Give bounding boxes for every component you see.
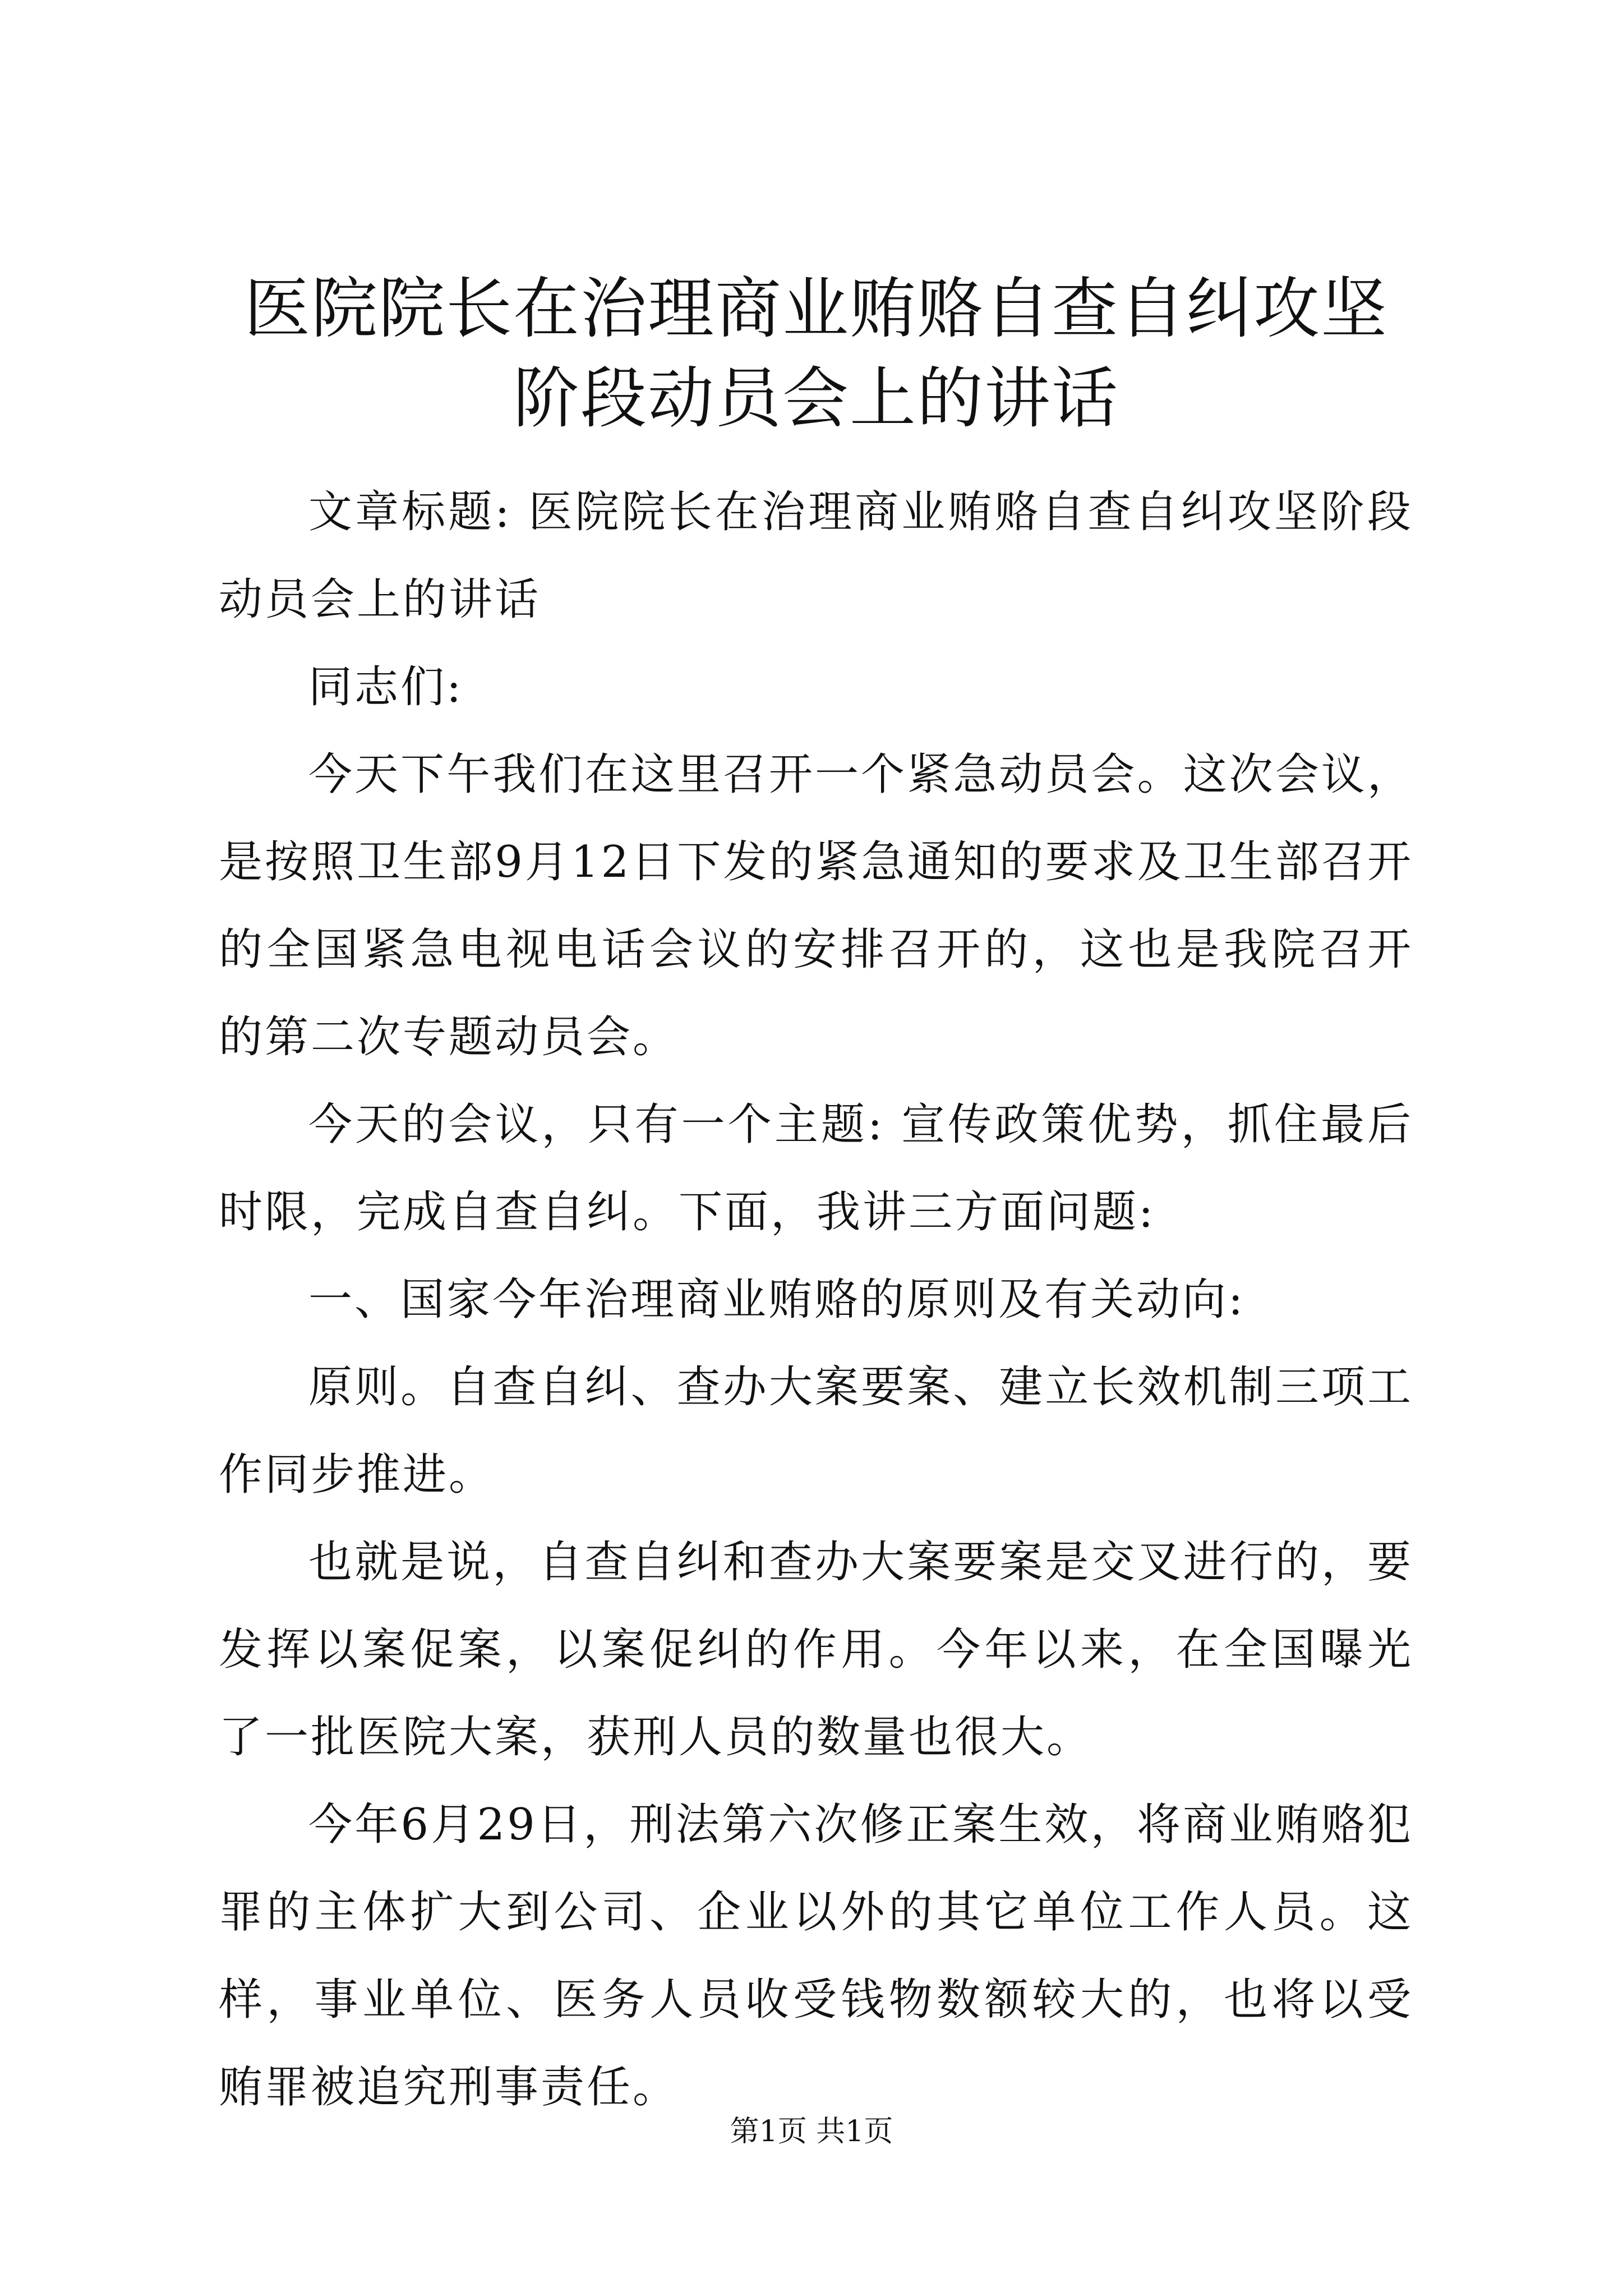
section-heading: 一、国家今年治理商业贿赂的原则及有关动向: [308,1274,1246,1325]
salutation-paragraph: 同志们: [308,662,464,712]
page-footer: 第1页 共1页 [730,2115,893,2148]
body-paragraph: 今年6月29日，刑法第六次修正案生效，将商业贿赂犯罪的主体扩大到公司、企业以外的其它单位工作人员。这样，事业单位、医务人员收受钱物数额较大的，也将以受贿罪被追究刑事责任。 [219,1800,1413,2113]
body-paragraph: 也就是说，自查自纠和查办大案要案是交叉进行的，要发挥以案促案，以案促纠的作用。今年以来，在全国曝光了一批医院大案，获刑人员的数量也很大。 [219,1537,1413,1763]
article-title-paragraph: 文章标题: 医院院长在治理商业贿赂自查自纠攻坚阶段动员会上的讲话 [219,487,1413,625]
body-paragraph: 今天的会议，只有一个主题: 宣传政策优势，抓住最后时限，完成自查自纠。下面，我讲三方面问题: [219,1099,1413,1237]
body-paragraph: 原则。自查自纠、查办大案要案、建立长效机制三项工作同步推进。 [219,1362,1413,1500]
body-paragraph: 今天下午我们在这里召开一个紧急动员会。这次会议，是按照卫生部9月12日下发的紧急通知的要求及卫生部召开的全国紧急电视电话会议的安排召开的，这也是我院召开的第二次专题动员会。 [219,749,1413,1062]
document-body [219,468,1413,2131]
document-title: 医院院长在治理商业贿赂自查自纠攻坚阶段动员会上的讲话 [243,270,1388,437]
